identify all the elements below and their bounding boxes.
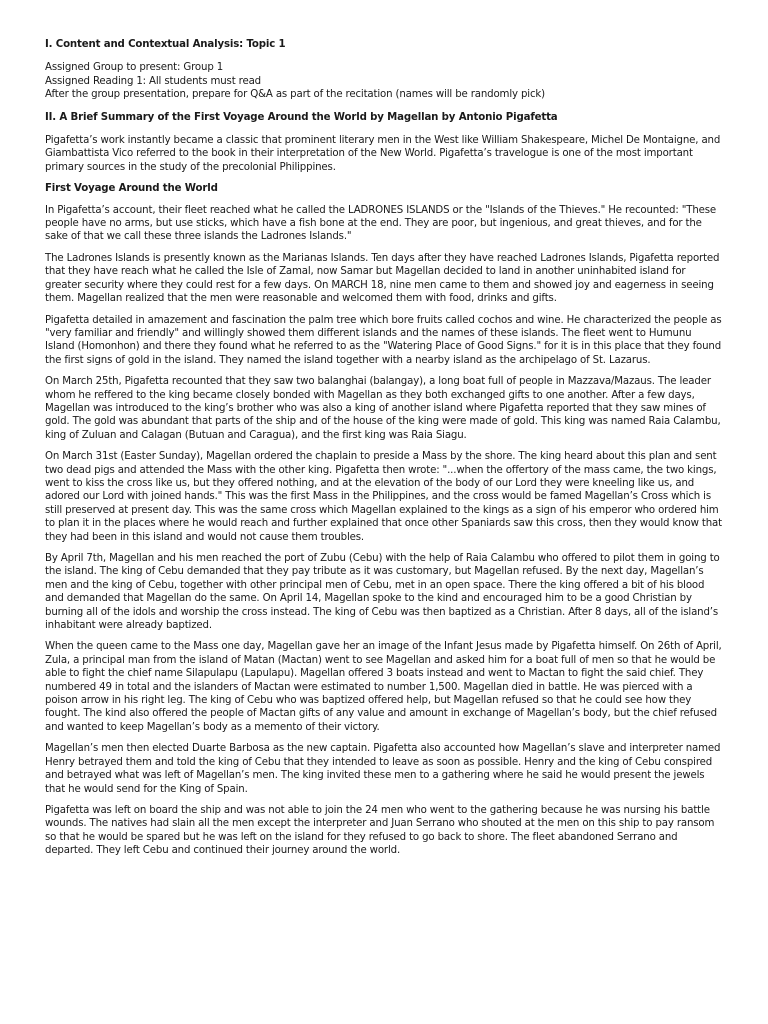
paragraph-march-25: On March 25th, Pigafetta recounted that they saw two balanghai (balangay), a long boat full of people in Mazzava/Mazaus. The leader whom he reffered to the king became closely bonded with Magellan as they both exchanged gifts to one another. After a few days, Magellan was introduced to the king’s brother who was also a king of another island where Pigafetta reported that they saw mines of gold. The gold was abundant that parts of the ship and of the house of the king were made of gold. This king was named Raia Calambu, king of Zuluan and Calagan (Butuan and Caragua), and the first king was Raia Siagu. <box>45 376 721 441</box>
intro-paragraph: Pigafetta’s work instantly became a classic that prominent literary men in the West like William Shakespeare, Michel De Montaigne, and Giambattista Vico referred to the book in their interpretation of the New World. Pigafetta’s travelogue is one of the most important primary sources in the study of the precolonial Philippines. <box>45 135 721 173</box>
paragraph-april-7: By April 7th, Magellan and his men reached the port of Zubu (Cebu) with the help of Raia Calambu who offered to pilot them in going to the island. The king of Cebu demanded that they pay tribute as it was customary, but Magellan refused. By the next day, Magellan’s men and the king of Cebu, together with other principal men of Cebu, met in an open space. There the king offered a bit of his blood and demanded that Magellan do the same. On April 14, Magellan spoke to the kind and encouraged him to be a good Christian by burning all of the idols and worship the cross instead. The king of Cebu was then baptized as a Christian. After 8 days, all of the island’s inhabitant were already baptized. <box>45 553 720 632</box>
paragraph-marianas: The Ladrones Islands is presently known as the Marianas Islands. Ten days after they have reached Ladrones Islands, Pigafetta reported that they have reach what he called the Isle of Zamal, now Samar but Magellan decided to land in another uninhabited island for greater security where they could rest for a few days. On MARCH 18, nine men came to them and showed joy and eagerness in seeing them. Magellan realized that the men were reasonable and welcomed them with food, drinks and gifts. <box>45 252 720 305</box>
assigned-reading-line: Assigned Reading 1: All students must read <box>45 75 261 87</box>
paragraph-ladrones: In Pigafetta’s account, their fleet reached what he called the LADRONES ISLANDS or the "Islands of the Thieves." He recounted: "These people have no arms, but use sticks, which have a fish bone at the end. They are poor, but ingenious, and great thieves, and for the sake of that we call these three islands the Ladrones Islands." <box>45 204 717 243</box>
section2-heading: II. A Brief Summary of the First Voyage Around the World by Magellan by Antonio Pigafetta <box>45 111 558 123</box>
assignment-block <box>45 61 723 101</box>
paragraph-march-31: On March 31st (Easter Sunday), Magellan ordered the chaplain to preside a Mass by the shore. The king heard about this plan and sent two dead pigs and attended the Mass with the other king. Pigafetta then wrote: "...when the offertory of the mass came, the two kings, went to kiss the cross like us, but they offered nothing, and at the elevation of the body of our Lord they were kneeling like us, and adored our Lord with joined hands." This was the first Mass in the Philippines, and the cross would be famed Magellan’s Cross which is still preserved at present day. This was the same cross which Magellan explained to the kings as a sign of his emperor who ordered him to plan it in the places where he would reach and further explained that once other Spaniards saw this cross, then they would know that they had been in this island and would not cause them troubles. <box>45 451 722 543</box>
section1-heading: I. Content and Contextual Analysis: Topic 1 <box>45 39 286 50</box>
recitation-note-line: After the group presentation, prepare for Q&A as part of the recitation (names will be randomly pick) <box>45 89 546 101</box>
document-page <box>45 38 723 866</box>
paragraph-queen-mass: When the queen came to the Mass one day, Magellan gave her an image of the Infant Jesus made by Pigafetta himself. On 26th of April, Zula, a principal man from the island of Matan (Mactan) went to see Magellan and asked him for a boat full of men so that he would be able to fight the chief name Silapulapu (Lapulapu). Magellan offered 3 boats instead and went to Mactan to fight the said chief. They numbered 49 in total and the islanders of Mactan were estimated to number 1,500. Magellan died in battle. He was pierced with a poison arrow in his right leg. The king of Cebu who was baptized offered help, but Magellan refused so that he could see how they fought. The kind also offered the people of Mactan gifts of any value and amount in exchange of Magellan’s body, but the chief refused and wanted to keep Magellan’s body as a memento of their victory. <box>45 641 722 733</box>
paragraph-departure: Pigafetta was left on board the ship and was not able to join the 24 men who went to the gathering because he was nursing his battle wounds. The natives had slain all the men except the interpreter and Juan Serrano who shouted at the men on this ship to pay ransom so that he would be spared but he was left on the island for they refused to go back to shore. The fleet abandoned Serrano and departed. They left Cebu and continued their journey around the world. <box>45 804 715 857</box>
section3-heading: First Voyage Around the World <box>45 183 218 195</box>
paragraph-new-captain: Magellan’s men then elected Duarte Barbosa as the new captain. Pigafetta also accounted how Magellan’s slave and interpreter named Henry betrayed them and told the king of Cebu that they intended to leave as soon as possible. Henry and the king of Cebu conspired and betrayed what was left of Magellan’s men. The king invited these men to a gathering where he said he would present the jewels that he would send for the King of Spain. <box>45 743 721 795</box>
paragraph-palm-tree: Pigafetta detailed in amazement and fascination the palm tree which bore fruits called cochos and wine. He characterized the people as "very familiar and friendly" and willingly showed them different islands and the names of these islands. The fleet went to Humunu Island (Homonhon) and there they found what he referred to as the "Watering Place of Good Signs." for it is in this place that they found the first signs of gold in the island. They named the island together with a nearby island as the archipelago of St. Lazarus. <box>45 314 722 366</box>
assigned-group-line: Assigned Group to present: Group 1 <box>45 62 224 74</box>
